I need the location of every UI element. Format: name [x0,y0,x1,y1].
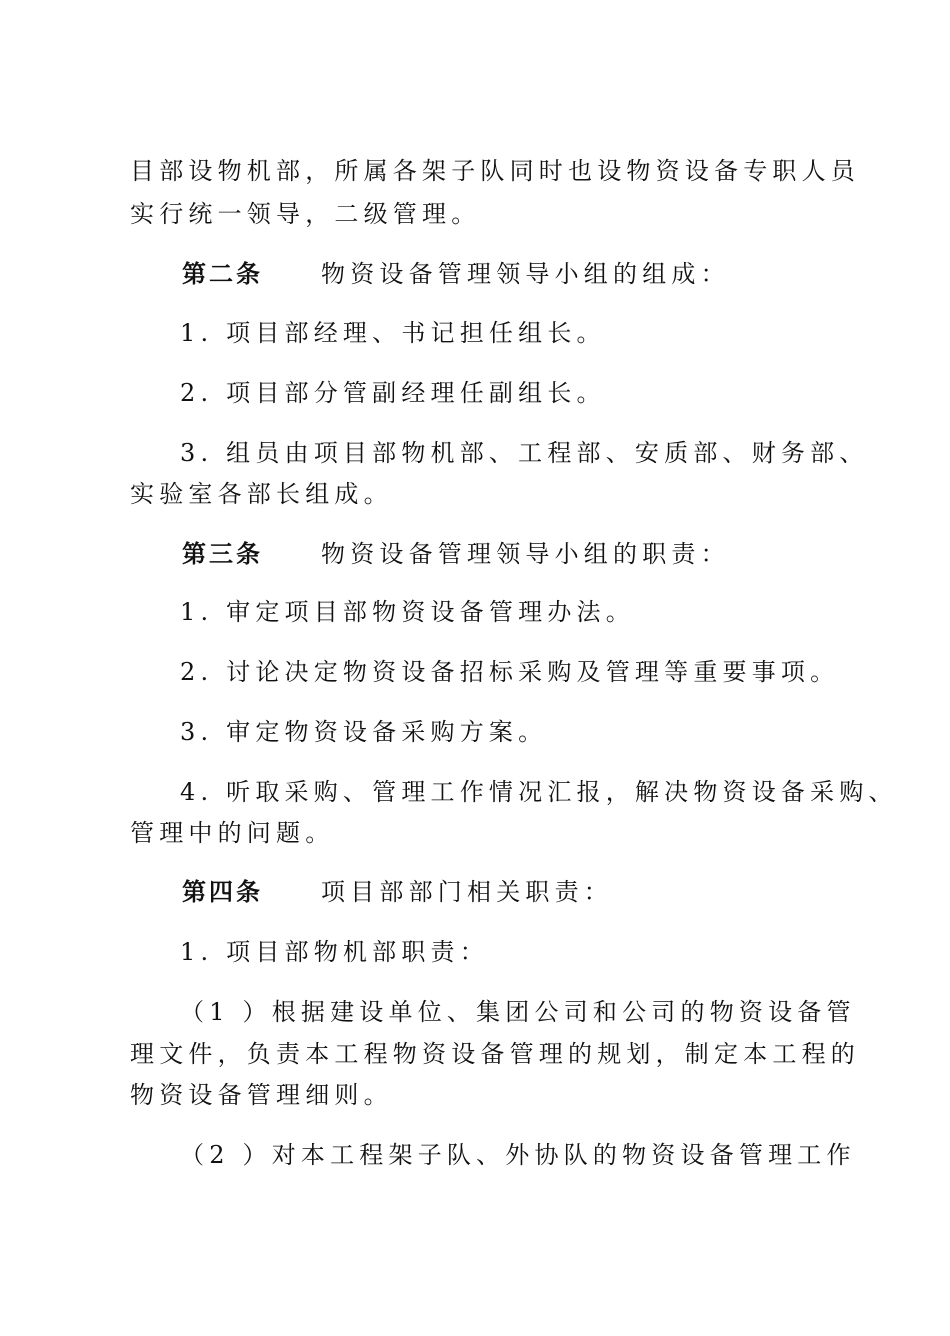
text-line: 实行统一领导，二级管理。 [130,200,481,228]
list-item-continuation: 实验室各部长组成。 [130,480,393,508]
list-item: 1. 项目部经理、书记担任组长。 [180,319,606,347]
list-item: 1. 审定项目部物资设备管理办法。 [180,598,635,626]
list-item: 4. 听取采购、管理工作情况汇报，解决物资设备采购、 [180,778,898,806]
article-4-label: 第四条 [182,878,263,906]
article-3-heading [182,538,730,570]
article-4-title: 项目部部门相关职责： [321,878,613,906]
article-3-title: 物资设备管理领导小组的职责： [321,540,730,568]
article-2-heading [182,258,730,290]
list-item: 2. 讨论决定物资设备招标采购及管理等重要事项。 [180,658,840,686]
article-2-label: 第二条 [182,260,263,288]
list-item-continuation: 管理中的问题。 [130,819,335,847]
list-item: 3. 组员由项目部物机部、工程部、安质部、财务部、 [180,439,869,467]
list-item: 1. 项目部物机部职责： [180,938,489,966]
paragraph-line: （2 ）对本工程架子队、外协队的物资设备管理工作 [180,1141,856,1169]
list-item: 3. 审定物资设备采购方案。 [180,718,548,746]
paragraph-line: （1 ）根据建设单位、集团公司和公司的物资设备管 [180,998,856,1026]
list-item: 2. 项目部分管副经理任副组长。 [180,379,606,407]
article-2-title: 物资设备管理领导小组的组成： [321,260,730,288]
article-4-heading [182,876,613,908]
paragraph-line: 物资设备管理细则。 [130,1081,393,1109]
article-3-label: 第三条 [182,540,263,568]
text-line: 目部设物机部，所属各架子队同时也设物资设备专职人员 [130,157,860,185]
paragraph-line: 理文件，负责本工程物资设备管理的规划，制定本工程的 [130,1040,860,1068]
